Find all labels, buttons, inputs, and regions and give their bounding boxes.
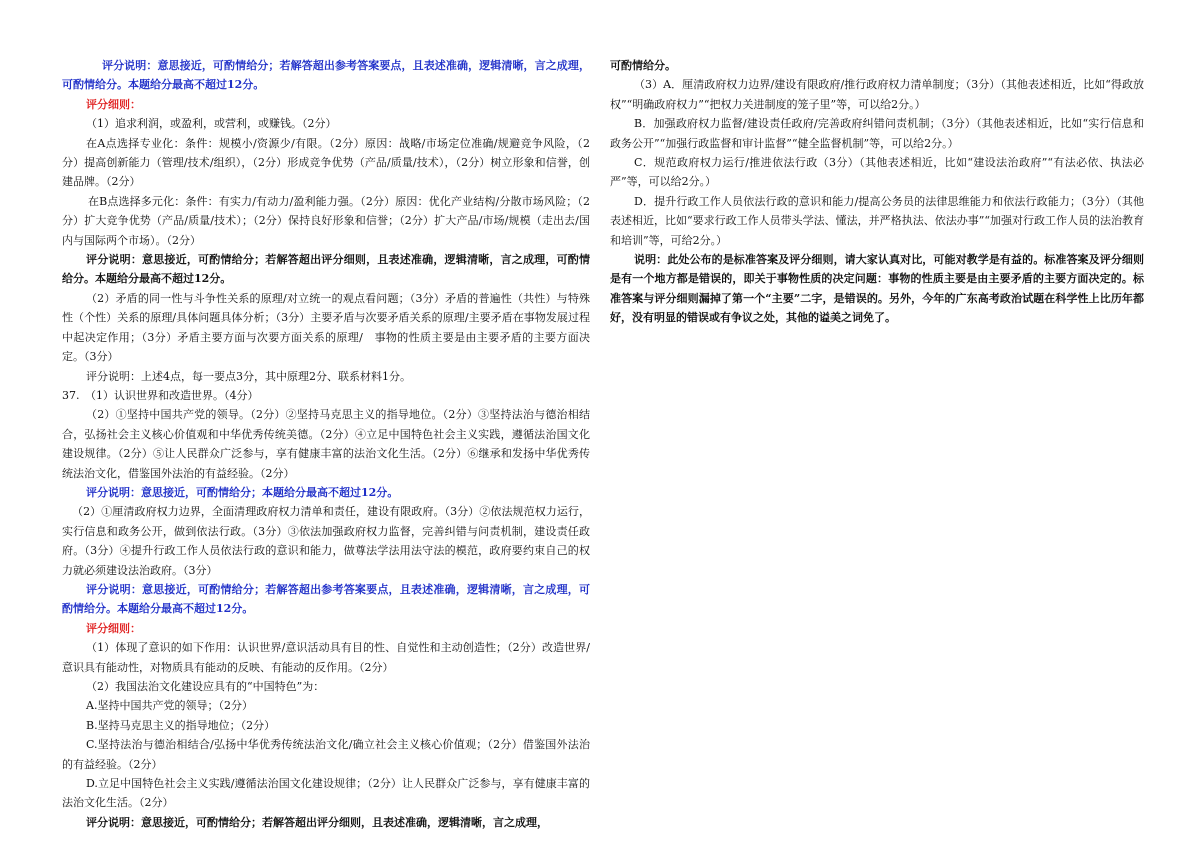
paragraph: 可酌情给分。: [610, 59, 676, 72]
paragraph: 评分说明：意思接近，可酌情给分；若解答超出参考答案要点，且表述准确，逻辑清晰，言之成理，可酌情给分。本题给分最高不超过12分。: [62, 582, 590, 616]
paragraph: （1）体现了意识的如下作用：认识世界/意识活动具有目的性、自觉性和主动创造性；（2分）改造世界/意识具有能动性，对物质具有能动的反映、有能动的反作用。（2分）: [62, 641, 590, 674]
paragraph: 评分说明：上述4点，每一要点3分，其中原理2分、联系材料1分。: [86, 369, 411, 383]
paragraph: （1）追求利润，或盈利，或营利，或赚钱。（2分）: [86, 117, 337, 131]
paragraph: D.立足中国特色社会主义实践/遵循法治国文化建设规律；（2分）让人民群众广泛参与，享有健康丰富的法治文化生活。（2分）: [62, 777, 590, 810]
note-paragraph: 说明：此处公布的是标准答案及评分细则，请大家认真对比，可能对教学是有益的。标准答案及评分细则是有一个地方都是错误的，即关于事物性质的决定问题：事物的性质主要是由主要矛盾的主要方面决定的。标准答案与评分细则漏掉了第一个“主要”二字，是错误的。另外，今年的广东高考政治试题在科学性上比历年都好，没有明显的错误或有争议之处，其他的谥美之词免了。: [610, 253, 1144, 325]
paragraph: C.坚持法治与德治相结合/弘扬中华优秀传统法治文化/确立社会主义核心价值观；（2分）借鉴国外法治的有益经验。（2分）: [62, 738, 590, 771]
paragraph: （2）矛盾的同一性与斗争性关系的原理/对立统一的观点看问题；（3分）矛盾的普遍性（共性）与特殊性（个性）关系的原理/具体问题具体分析；（3分）主要矛盾与次要矛盾关系的原理/主要矛盾在事物发展过程中起决定作用；（3分）矛盾主要方面与次要方面关系的原理/ 事物的性质主要是由主要矛盾的主要方面决定。（3分）: [62, 291, 590, 364]
paragraph: B.坚持马克思主义的指导地位；（2分）: [86, 718, 276, 732]
paragraph: （2）①厘清政府权力边界，全面清理政府权力清单和责任，建设有限政府。（3分）②依法规范权力运行，实行信息和政务公开，做到依法行政。（3分）③依法加强政府权力监督，完善纠错与问责机制，建设责任政府。（3分）④提升行政工作人员依法行政的意识和能力，做尊法学法用法守法的模范，政府要约束自己的权力就必须建设法治政府。（3分）: [62, 505, 590, 577]
paragraph: 评分细则：: [86, 97, 141, 111]
paragraph: D．提升行政工作人员依法行政的意识和能力/提高公务员的法律思维能力和依法行政能力；（3分）（其他表述相近，比如“要求行政工作人员带头学法、懂法，并严格执法、依法办事”“加强对行政工作人员的法治教育和培训”等，可给2分。）: [610, 194, 1144, 247]
paragraph: 评分细则：: [86, 621, 141, 635]
paragraph: B．加强政府权力监督/建设责任政府/完善政府纠错问责机制；（3分）（其他表述相近，比如“实行信息和政务公开”“加强行政监督和审计监督”“健全监督机制”等，可以给2分。）: [610, 117, 1144, 150]
paragraph: A.坚持中国共产党的领导；（2分）: [86, 699, 253, 713]
paragraph: 在A点选择专业化：条件：规模小/资源少/有限。（2分）原因：战略/市场定位准确/规避竞争风险，（2分）提高创新能力（管理/技术/组织），（2分）形成竞争优势（产品/质量/技术），（2分）树立形象和信誉，创建品牌。（2分）: [62, 136, 590, 189]
right-column: [610, 56, 1144, 328]
paragraph: 评分说明：意思接近，可酌情给分；若解答超出参考答案要点，且表述准确，逻辑清晰，言之成理，可酌情给分。本题给分最高不超过12分。: [62, 59, 590, 92]
paragraph: C．规范政府权力运行/推进依法行政（3分）（其他表述相近，比如“建设法治政府”“有法必依、执法必严”等，可以给2分。）: [610, 156, 1144, 189]
paragraph: 在B点选择多元化：条件：有实力/有动力/盈利能力强。（2分）原因：优化产业结构/分散市场风险；（2分）扩大竞争优势（产品/质量/技术）；（2分）保持良好形象和信誉；（2分）扩大产品/市场/规模（走出去/国内与国际两个市场）。（2分）: [62, 194, 590, 247]
paragraph: 评分说明：意思接近，可酌情给分；若解答超出评分细则，且表述准确，逻辑清晰，言之成理，可酌情给分。本题给分最高不超过12分。: [62, 253, 590, 286]
paragraph: 评分说明：意思接近，可酌情给分；本题给分最高不超过12分。: [86, 485, 399, 499]
paragraph: （2）我国法治文化建设应具有的“中国特色”为：: [86, 680, 325, 693]
paragraph: 评分说明：意思接近，可酌情给分；若解答超出评分细则，且表述准确，逻辑清晰，言之成理，: [86, 815, 548, 829]
left-column: [62, 56, 590, 832]
question-number-line: 37. （1）认识世界和改造世界。（4分）: [62, 388, 259, 402]
paragraph: （2）①坚持中国共产党的领导。（2分）②坚持马克思主义的指导地位。（2分）③坚持法治与德治相结合，弘扬社会主义核心价值观和中华优秀传统美德。（2分）④立足中国特色社会主义实践，遵循法治国文化建设规律。（2分）⑤让人民群众广泛参与，享有健康丰富的法治文化生活。（2分）⑥继承和发扬中华优秀传统法治文化，借鉴国外法治的有益经验。（2分）: [62, 408, 590, 480]
paragraph: （3）A．厘清政府权力边界/建设有限政府/推行政府权力清单制度；（3分）（其他表述相近，比如“得政放权”“明确政府权力”“把权力关进制度的笼子里”等，可以给2分。）: [610, 78, 1144, 111]
